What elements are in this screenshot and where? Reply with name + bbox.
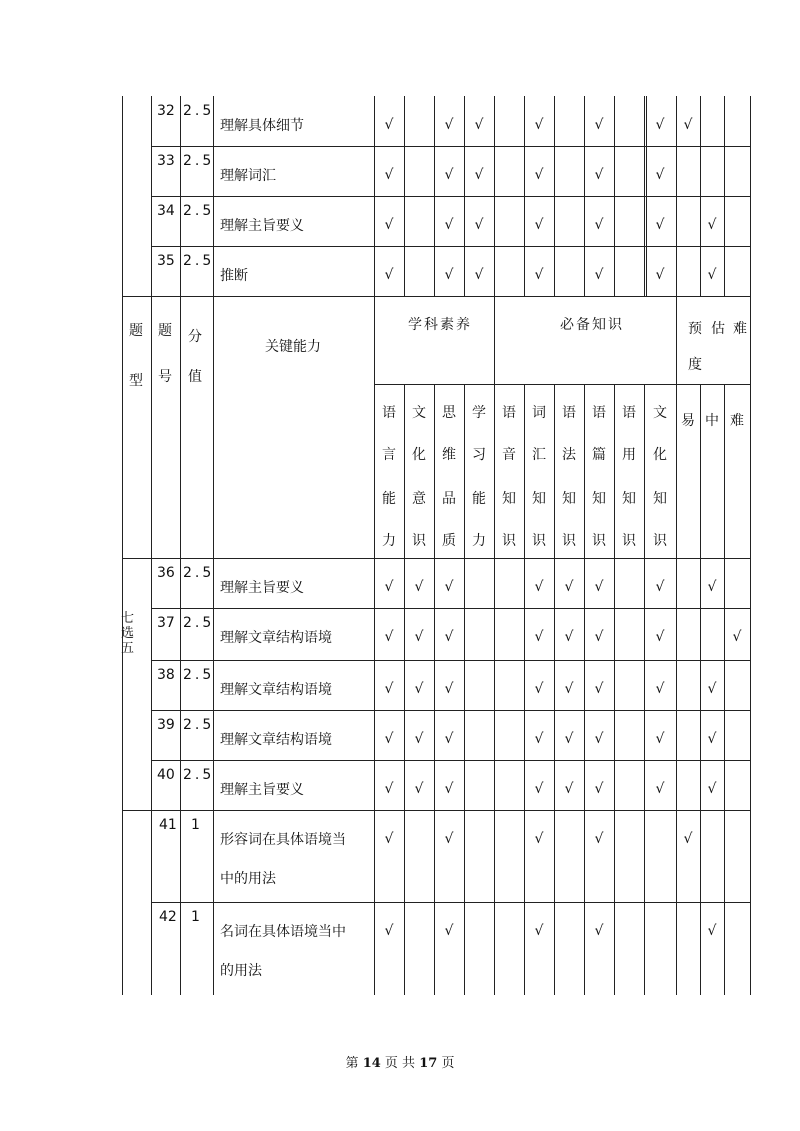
- header-difficulty-item: 中: [705, 413, 719, 429]
- grid-line-vertical: [213, 810, 214, 995]
- header-knowledge-item: 汇: [532, 447, 546, 463]
- grid-line-vertical: [750, 96, 751, 297]
- header-knowledge-item: 知: [653, 491, 667, 507]
- grid-line-vertical: [434, 810, 435, 995]
- header-difficulty-item: 易: [681, 413, 695, 429]
- grid-line-vertical: [724, 558, 725, 811]
- check-mark: √: [594, 167, 604, 183]
- key-ability-line: 的用法: [220, 963, 262, 979]
- header-knowledge-item: 词: [532, 405, 546, 421]
- check-mark: √: [594, 781, 604, 797]
- header-literacy-item: 质: [442, 533, 456, 549]
- check-mark: √: [384, 923, 394, 939]
- key-ability: 理解文章结构语境: [220, 630, 332, 646]
- check-mark: √: [384, 831, 394, 847]
- header-knowledge-item: 语: [562, 405, 576, 421]
- header-knowledge-item: 语: [502, 405, 516, 421]
- section-label-char: 选: [121, 626, 135, 641]
- grid-line-horizontal: [151, 146, 751, 147]
- header-difficulty-char: 估: [711, 321, 725, 337]
- grid-line-vertical: [700, 558, 701, 811]
- check-mark: √: [444, 781, 454, 797]
- check-mark: √: [655, 681, 665, 697]
- grid-line-vertical: [404, 810, 405, 995]
- header-difficulty-char: 难: [733, 321, 747, 337]
- header-difficulty-char: 预: [688, 321, 702, 337]
- check-mark: √: [707, 267, 717, 283]
- question-number: 33: [157, 153, 175, 169]
- check-mark: √: [384, 731, 394, 747]
- grid-line-vertical: [614, 558, 615, 811]
- header-score-char: 值: [188, 369, 202, 385]
- grid-line-vertical: [374, 810, 375, 995]
- check-mark: √: [444, 579, 454, 595]
- header-knowledge-item: 用: [622, 447, 636, 463]
- grid-line-vertical: [524, 558, 525, 811]
- check-mark: √: [414, 629, 424, 645]
- check-mark: √: [384, 629, 394, 645]
- header-knowledge-item: 篇: [592, 447, 606, 463]
- grid-line-vertical: [700, 96, 701, 297]
- grid-line-vertical: [584, 558, 585, 811]
- grid-line-vertical: [180, 810, 181, 995]
- score-value: 2.5: [183, 103, 215, 119]
- check-mark: √: [444, 267, 454, 283]
- grid-line-vertical: [494, 96, 495, 297]
- check-mark: √: [534, 781, 544, 797]
- score-value: 2.5: [183, 717, 215, 733]
- score-value: 2.5: [183, 667, 215, 683]
- score-value: 2.5: [183, 153, 215, 169]
- check-mark: √: [707, 781, 717, 797]
- score-value: 1: [191, 909, 200, 925]
- check-mark: √: [655, 731, 665, 747]
- grid-line-horizontal: [151, 196, 751, 197]
- check-mark: √: [474, 117, 484, 133]
- key-ability: 理解具体细节: [220, 118, 304, 134]
- question-number: 36: [157, 565, 175, 581]
- header-knowledge-item: 识: [502, 533, 516, 549]
- grid-line-vertical: [434, 558, 435, 811]
- grid-line-vertical: [724, 96, 725, 297]
- grid-line-vertical: [494, 810, 495, 995]
- header-knowledge-item: 知: [502, 491, 516, 507]
- header-knowledge-item: 识: [653, 533, 667, 549]
- check-mark: √: [474, 267, 484, 283]
- key-ability-line: 中的用法: [220, 871, 276, 887]
- grid-line-vertical: [464, 96, 465, 297]
- header-literacy-item: 习: [472, 447, 486, 463]
- grid-line-vertical: [151, 810, 152, 995]
- score-value: 2.5: [183, 615, 215, 631]
- header-literacy-item: 文: [412, 405, 426, 421]
- grid-line-horizontal: [151, 710, 751, 711]
- grid-line-vertical: [700, 810, 701, 995]
- grid-line-vertical: [554, 384, 555, 559]
- grid-line-vertical: [644, 384, 645, 559]
- grid-line-horizontal: [122, 558, 751, 559]
- check-mark: √: [444, 831, 454, 847]
- header-number-char: 题: [158, 323, 172, 339]
- header-literacy-item: 言: [382, 447, 396, 463]
- header-literacy-item: 识: [412, 533, 426, 549]
- header-score-char: 分: [188, 329, 202, 345]
- grid-line-vertical: [524, 810, 525, 995]
- check-mark: √: [564, 681, 574, 697]
- check-mark: √: [655, 579, 665, 595]
- header-knowledge-item: 音: [502, 447, 516, 463]
- question-number: 34: [157, 203, 175, 219]
- grid-line-vertical: [614, 384, 615, 559]
- check-mark: √: [444, 731, 454, 747]
- score-value: 2.5: [183, 565, 215, 581]
- check-mark: √: [414, 579, 424, 595]
- grid-line-vertical: [151, 96, 152, 297]
- grid-line-vertical: [644, 810, 645, 995]
- check-mark: √: [594, 731, 604, 747]
- grid-line-vertical: [374, 96, 375, 297]
- grid-line-vertical: [151, 296, 152, 559]
- check-mark: √: [414, 781, 424, 797]
- grid-line-vertical: [374, 558, 375, 811]
- section-label-char: 七: [121, 611, 135, 626]
- header-literacy-item: 语: [382, 405, 396, 421]
- grid-line-horizontal: [151, 608, 751, 609]
- header-knowledge-item: 识: [562, 533, 576, 549]
- check-mark: √: [534, 117, 544, 133]
- grid-line-vertical: [584, 96, 585, 297]
- header-knowledge-item: 法: [562, 447, 576, 463]
- header-knowledge-item: 知: [562, 491, 576, 507]
- check-mark: √: [384, 579, 394, 595]
- grid-line-vertical: [554, 96, 555, 297]
- grid-line-vertical: [676, 558, 677, 811]
- grid-line-vertical: [180, 558, 181, 811]
- question-number: 40: [157, 767, 175, 783]
- header-knowledge-item: 语: [622, 405, 636, 421]
- check-mark: √: [707, 731, 717, 747]
- grid-line-horizontal: [151, 246, 751, 247]
- grid-line-vertical: [584, 810, 585, 995]
- grid-line-vertical: [180, 96, 181, 297]
- footer-page-number: 14: [362, 1056, 381, 1071]
- header-knowledge-item: 文: [653, 405, 667, 421]
- check-mark: √: [655, 267, 665, 283]
- header-difficulty-char: 度: [688, 357, 702, 373]
- grid-line-vertical: [554, 558, 555, 811]
- grid-line-vertical: [614, 810, 615, 995]
- key-ability: 理解主旨要义: [220, 580, 304, 596]
- check-mark: √: [534, 217, 544, 233]
- grid-line-vertical: [180, 296, 181, 559]
- check-mark: √: [534, 579, 544, 595]
- header-knowledge-item: 识: [622, 533, 636, 549]
- check-mark: √: [444, 681, 454, 697]
- grid-line-horizontal: [122, 810, 751, 811]
- check-mark: √: [594, 681, 604, 697]
- check-mark: √: [384, 681, 394, 697]
- check-mark: √: [732, 629, 742, 645]
- grid-line-vertical: [676, 810, 677, 995]
- check-mark: √: [534, 681, 544, 697]
- grid-line-vertical: [374, 296, 375, 559]
- header-knowledge-item: 知: [622, 491, 636, 507]
- grid-line-horizontal: [151, 660, 751, 661]
- question-number: 35: [157, 253, 175, 269]
- check-mark: √: [444, 629, 454, 645]
- check-mark: √: [594, 579, 604, 595]
- check-mark: √: [384, 117, 394, 133]
- header-type-char: 型: [129, 373, 143, 389]
- grid-line-vertical: [750, 558, 751, 811]
- header-key-ability: 关键能力: [265, 339, 321, 355]
- grid-line-vertical: [464, 810, 465, 995]
- check-mark: √: [444, 167, 454, 183]
- grid-line-vertical: [404, 96, 405, 297]
- grid-line-vertical: [434, 384, 435, 559]
- check-mark: √: [564, 781, 574, 797]
- grid-line-vertical: [700, 384, 701, 559]
- check-mark: √: [655, 117, 665, 133]
- grid-line-vertical: [724, 810, 725, 995]
- check-mark: √: [594, 267, 604, 283]
- header-knowledge-item: 化: [653, 447, 667, 463]
- check-mark: √: [474, 217, 484, 233]
- grid-line-horizontal: [122, 296, 751, 297]
- score-value: 2.5: [183, 253, 215, 269]
- header-literacy-item: 意: [412, 491, 426, 507]
- question-number: 38: [157, 667, 175, 683]
- check-mark: √: [655, 167, 665, 183]
- grid-line-vertical: [213, 296, 214, 559]
- header-knowledge-item: 识: [532, 533, 546, 549]
- header-number-char: 号: [158, 369, 172, 385]
- check-mark: √: [683, 117, 693, 133]
- grid-line-vertical: [614, 96, 615, 297]
- grid-line-vertical: [464, 384, 465, 559]
- check-mark: √: [444, 117, 454, 133]
- check-mark: √: [594, 831, 604, 847]
- header-literacy-item: 力: [472, 533, 486, 549]
- key-ability: 理解文章结构语境: [220, 682, 332, 698]
- header-knowledge-item: 识: [592, 533, 606, 549]
- page-footer: [0, 1052, 800, 1071]
- check-mark: √: [384, 217, 394, 233]
- check-mark: √: [534, 831, 544, 847]
- grid-line-horizontal: [374, 384, 751, 385]
- grid-line-horizontal: [151, 902, 751, 903]
- check-mark: √: [444, 217, 454, 233]
- footer-total-pages: 17: [419, 1056, 438, 1071]
- check-mark: √: [384, 781, 394, 797]
- header-literacy-item: 品: [442, 491, 456, 507]
- grid-line-vertical: [494, 558, 495, 811]
- grid-line-vertical: [676, 296, 677, 559]
- check-mark: √: [707, 923, 717, 939]
- header-knowledge-item: 知: [532, 491, 546, 507]
- key-ability: 理解主旨要义: [220, 782, 304, 798]
- grid-line-vertical: [122, 810, 123, 995]
- check-mark: √: [655, 217, 665, 233]
- grid-line-vertical: [122, 296, 123, 559]
- header-knowledge-item: 知: [592, 491, 606, 507]
- check-mark: √: [564, 731, 574, 747]
- check-mark: √: [707, 217, 717, 233]
- key-ability: 理解词汇: [220, 168, 276, 184]
- key-ability: 推断: [220, 268, 248, 284]
- header-literacy-item: 思: [442, 405, 456, 421]
- grid-line-vertical: [584, 384, 585, 559]
- check-mark: √: [655, 629, 665, 645]
- check-mark: √: [594, 629, 604, 645]
- check-mark: √: [594, 117, 604, 133]
- footer-prefix: 第: [345, 1056, 359, 1071]
- score-value: 1: [191, 817, 200, 833]
- check-mark: √: [534, 267, 544, 283]
- check-mark: √: [564, 629, 574, 645]
- check-mark: √: [414, 681, 424, 697]
- footer-suffix: 页: [441, 1056, 455, 1071]
- grid-line-vertical: [404, 384, 405, 559]
- section-label-char: 五: [121, 641, 135, 656]
- key-ability-line: 形容词在具体语境当: [220, 832, 346, 848]
- check-mark: √: [534, 167, 544, 183]
- grid-line-vertical: [464, 558, 465, 811]
- grid-line-vertical: [644, 558, 645, 811]
- grid-line-vertical: [524, 384, 525, 559]
- score-value: 2.5: [183, 767, 215, 783]
- check-mark: √: [534, 923, 544, 939]
- grid-line-vertical: [151, 558, 152, 811]
- grid-line-horizontal: [151, 760, 751, 761]
- header-literacy-item: 力: [382, 533, 396, 549]
- check-mark: √: [444, 923, 454, 939]
- check-mark: √: [683, 831, 693, 847]
- grid-line-vertical: [404, 558, 405, 811]
- header-literacy-item: 化: [412, 447, 426, 463]
- grid-line-vertical: [554, 810, 555, 995]
- question-number: 42: [159, 909, 177, 925]
- header-knowledge-group: 必备知识: [560, 317, 624, 333]
- check-mark: √: [594, 217, 604, 233]
- check-mark: √: [534, 731, 544, 747]
- key-ability: 理解主旨要义: [220, 218, 304, 234]
- header-literacy-item: 学: [472, 405, 486, 421]
- check-mark: √: [655, 781, 665, 797]
- question-number: 32: [157, 103, 175, 119]
- question-number: 37: [157, 615, 175, 631]
- check-mark: √: [564, 579, 574, 595]
- check-mark: √: [707, 579, 717, 595]
- question-number: 39: [157, 717, 175, 733]
- grid-line-vertical: [676, 96, 677, 297]
- grid-line-vertical: [434, 96, 435, 297]
- footer-mid: 页 共: [384, 1056, 416, 1071]
- header-literacy-item: 维: [442, 447, 456, 463]
- key-ability: 理解文章结构语境: [220, 732, 332, 748]
- header-literacy-item: 能: [472, 491, 486, 507]
- key-ability-line: 名词在具体语境当中: [220, 924, 346, 940]
- grid-line-vertical: [524, 96, 525, 297]
- grid-line-vertical: [644, 96, 645, 297]
- header-type-char: 题: [129, 323, 143, 339]
- grid-line-vertical: [122, 558, 123, 811]
- header-knowledge-item: 语: [592, 405, 606, 421]
- grid-line-vertical: [724, 384, 725, 559]
- header-literacy-item: 能: [382, 491, 396, 507]
- header-literacy-group: 学科素养: [408, 317, 472, 333]
- question-number: 41: [159, 817, 177, 833]
- score-value: 2.5: [183, 203, 215, 219]
- check-mark: √: [474, 167, 484, 183]
- check-mark: √: [534, 629, 544, 645]
- grid-line-vertical: [750, 296, 751, 559]
- grid-line-vertical: [646, 96, 647, 297]
- grid-line-vertical: [750, 810, 751, 995]
- check-mark: √: [594, 923, 604, 939]
- check-mark: √: [384, 267, 394, 283]
- check-mark: √: [414, 731, 424, 747]
- check-mark: √: [707, 681, 717, 697]
- grid-line-vertical: [122, 96, 123, 297]
- check-mark: √: [384, 167, 394, 183]
- grid-line-vertical: [494, 296, 495, 559]
- header-difficulty-item: 难: [730, 413, 744, 429]
